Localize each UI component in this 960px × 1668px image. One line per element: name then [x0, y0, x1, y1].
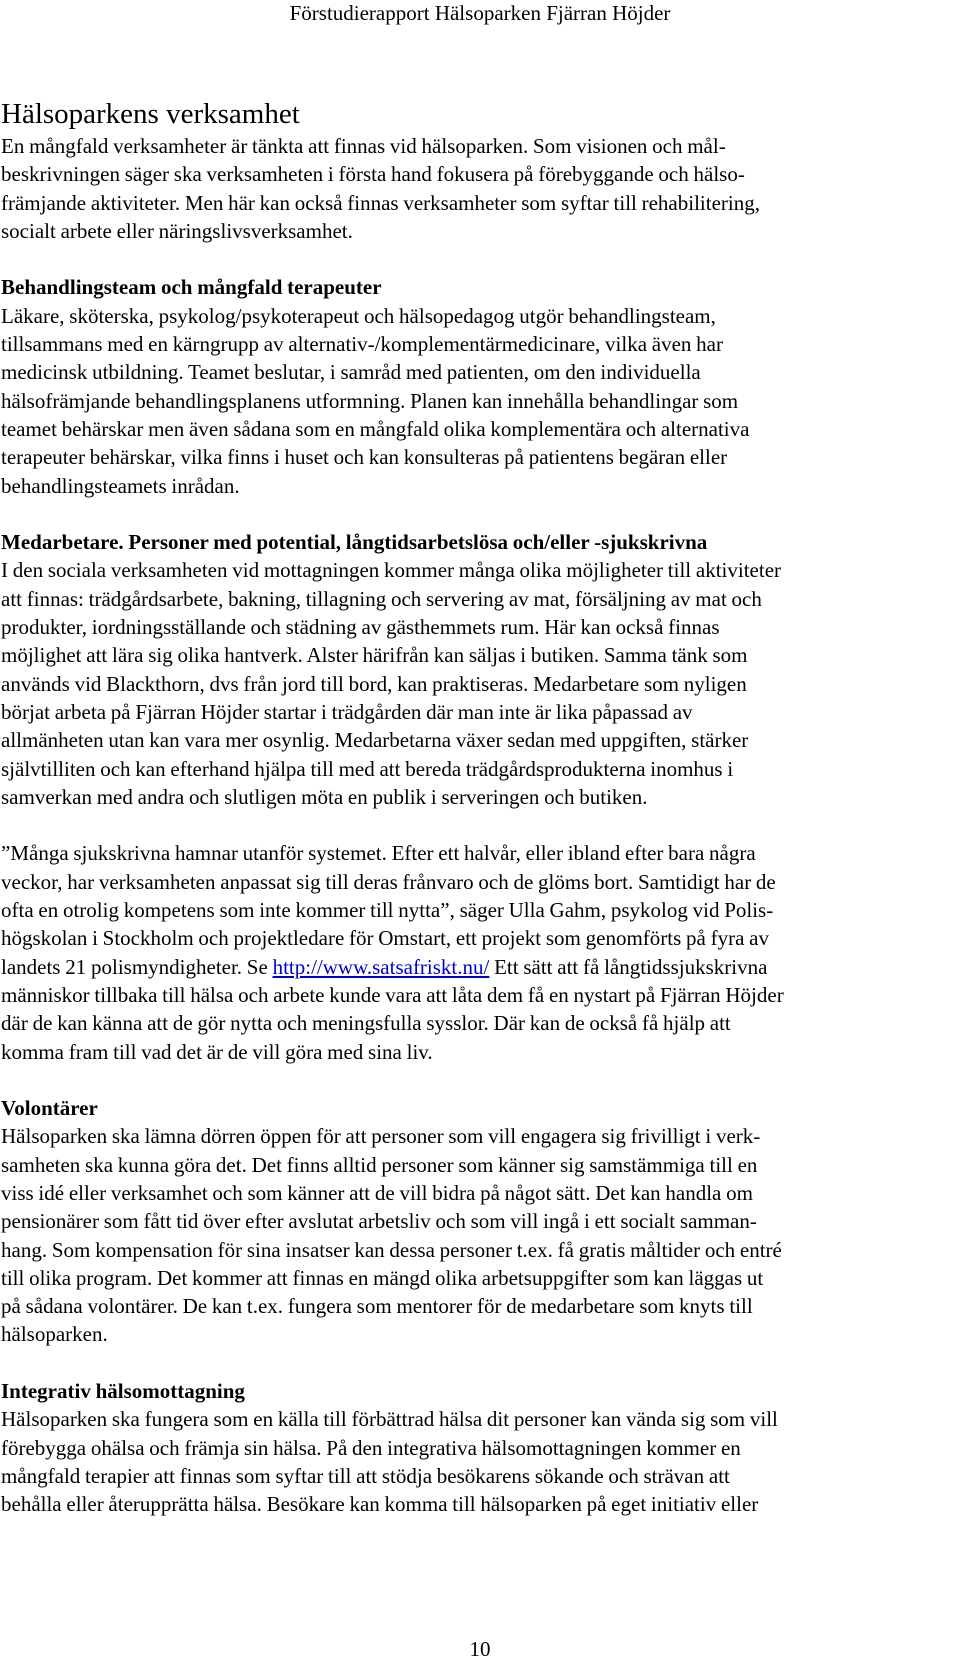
running-header: Förstudierapport Hälsoparken Fjärran Höjder: [289, 1, 671, 25]
text-line: socialt arbete eller näringslivsverksamhet.: [1, 218, 353, 243]
text-line: används vid Blackthorn, dvs från jord till bord, kan praktiseras. Medarbetare som nyligen: [1, 671, 747, 696]
section-heading: Integrativ hälsomottagning: [1, 1379, 245, 1404]
text-line: främjande aktiviteter. Men här kan också finnas verksamheter som syftar till rehabilitering,: [1, 190, 760, 215]
text-line: på sådana volontärer. De kan t.ex. fungera som mentorer för de medarbetare som knyts till: [1, 1294, 753, 1319]
text-line: I den sociala verksamheten vid mottagningen kommer många olika möjligheter till aktiviteter: [1, 558, 782, 583]
text-line: förebygga ohälsa och främja sin hälsa. På den integrativa hälsomottagningen kommer en: [1, 1435, 741, 1460]
text-line: hang. Som kompensation för sina insatser kan dessa personer t.ex. få gratis måltider och entré: [1, 1237, 782, 1262]
text-line: högskolan i Stockholm och projektledare för Omstart, ett projekt som genomförts på fyra av: [1, 926, 769, 951]
text-line: komma fram till vad det är de vill göra med sina liv.: [1, 1039, 433, 1064]
text-line: börjat arbeta på Fjärran Höjder startar i trädgården där man inte är lika påpassad av: [1, 699, 693, 724]
page-number: 10: [469, 1637, 491, 1661]
text-line: tillsammans med en kärngrupp av alternativ-/komplementärmedicinare, vilka även har: [1, 332, 723, 357]
text-line: En mångfald verksamheter är tänkta att finnas vid hälsoparken. Som visionen och mål-: [1, 134, 726, 158]
text-line: hälsoparken.: [1, 1322, 108, 1347]
text-line: Hälsoparken ska fungera som en källa till förbättrad hälsa dit personer kan vända sig som vill: [1, 1407, 778, 1432]
paragraph-quote-omstart: [1, 839, 957, 1065]
section-heading: Volontärer: [1, 1096, 98, 1121]
paragraph-behandlingsteam: [1, 273, 957, 499]
section-heading: Medarbetare. Personer med potential, långtidsarbetslösa och/eller -sjukskrivna: [1, 530, 708, 555]
text-line-prefix: landets 21 polismyndigheter. Se: [1, 954, 273, 979]
paragraph-integrativ-halsomottagning: [1, 1377, 957, 1518]
text-line: Läkare, sköterska, psykolog/psykoterapeut och hälsopedagog utgör behandlingsteam,: [1, 303, 716, 328]
text-line: behandlingsteamets inrådan.: [1, 473, 240, 498]
section-heading: Behandlingsteam och mångfald terapeuter: [1, 275, 382, 300]
text-line: allmänheten utan kan vara mer osynlig. Medarbetarna växer sedan med uppgiften, stärker: [1, 728, 749, 753]
text-line: medicinsk utbildning. Teamet beslutar, i samråd med patienten, om den individuella: [1, 360, 701, 385]
satsafriskt-link[interactable]: http://www.satsafriskt.nu/: [272, 954, 490, 979]
text-line: samverkan med andra och slutligen möta en publik i serveringen och butiken.: [1, 784, 648, 809]
text-line: ofta en otrolig kompetens som inte kommer till nytta”, säger Ulla Gahm, psykolog vid Polis-: [1, 898, 774, 923]
text-line: människor tillbaka till hälsa och arbete kunde vara att låta dem få en nystart på Fjärran Höjder: [1, 982, 784, 1007]
text-line: veckor, har verksamheten anpassat sig till deras frånvaro och de glöms bort. Samtidigt har de: [1, 869, 776, 894]
text-line: behålla eller återupprätta hälsa. Besökare kan komma till hälsoparken på eget initiativ eller: [1, 1492, 759, 1517]
text-line: självtilliten och kan efterhand hjälpa till med att bereda trädgårdsprodukterna inomhus i: [1, 756, 734, 781]
text-line: mångfald terapier att finnas som syftar till att stödja besökarens sökande och strävan att: [1, 1463, 730, 1488]
text-line: pensionärer som fått tid över efter avslutat arbetsliv och som vill ingå i ett socialt samman-: [1, 1209, 757, 1234]
paragraph-medarbetare: [1, 528, 957, 811]
text-line: terapeuter behärskar, vilka finns i huset och kan konsulteras på patientens begäran eller: [1, 445, 728, 470]
text-line: samheten ska kunna göra det. Det finns alltid personer som känner sig samstämmiga till en: [1, 1152, 758, 1177]
text-line: viss idé eller verksamhet och som känner att de vill bidra på något sätt. Det kan handla om: [1, 1180, 753, 1205]
text-line: att finnas: trädgårdsarbete, bakning, tillagning och servering av mat, försäljning av mat och: [1, 586, 762, 611]
text-line: produkter, iordningsställande och städning av gästhemmets rum. Här kan också finnas: [1, 615, 720, 640]
section-title: Hälsoparkens verksamhet: [1, 98, 300, 130]
text-line: beskrivningen säger ska verksamheten i första hand fokusera på förebyggande och hälso-: [1, 162, 745, 187]
text-line-suffix: Ett sätt att få långtidssjukskrivna: [489, 954, 768, 979]
text-line: ”Många sjukskrivna hamnar utanför systemet. Efter ett halvår, eller ibland efter bara några: [1, 841, 756, 866]
text-line: hälsofrämjande behandlingsplanens utformning. Planen kan innehålla behandlingar som: [1, 388, 739, 413]
text-line: Hälsoparken ska lämna dörren öppen för att personer som vill engagera sig frivilligt i verk-: [1, 1124, 761, 1149]
paragraph-hälsoparkens-verksamhet: [1, 132, 957, 245]
text-line: där de kan känna att de gör nytta och meningsfulla sysslor. Där kan de också få hjälp att: [1, 1011, 731, 1036]
text-line: teamet behärskar men även sådana som en mångfald olika komplementära och alternativa: [1, 416, 750, 441]
paragraph-volontarer: [1, 1094, 957, 1349]
text-line: till olika program. Det kommer att finnas en mängd olika arbetsuppgifter som kan läggas ut: [1, 1265, 764, 1290]
document-body: [1, 96, 957, 1519]
text-line: möjlighet att lära sig olika hantverk. Alster härifrån kan säljas i butiken. Samma tänk som: [1, 643, 748, 668]
